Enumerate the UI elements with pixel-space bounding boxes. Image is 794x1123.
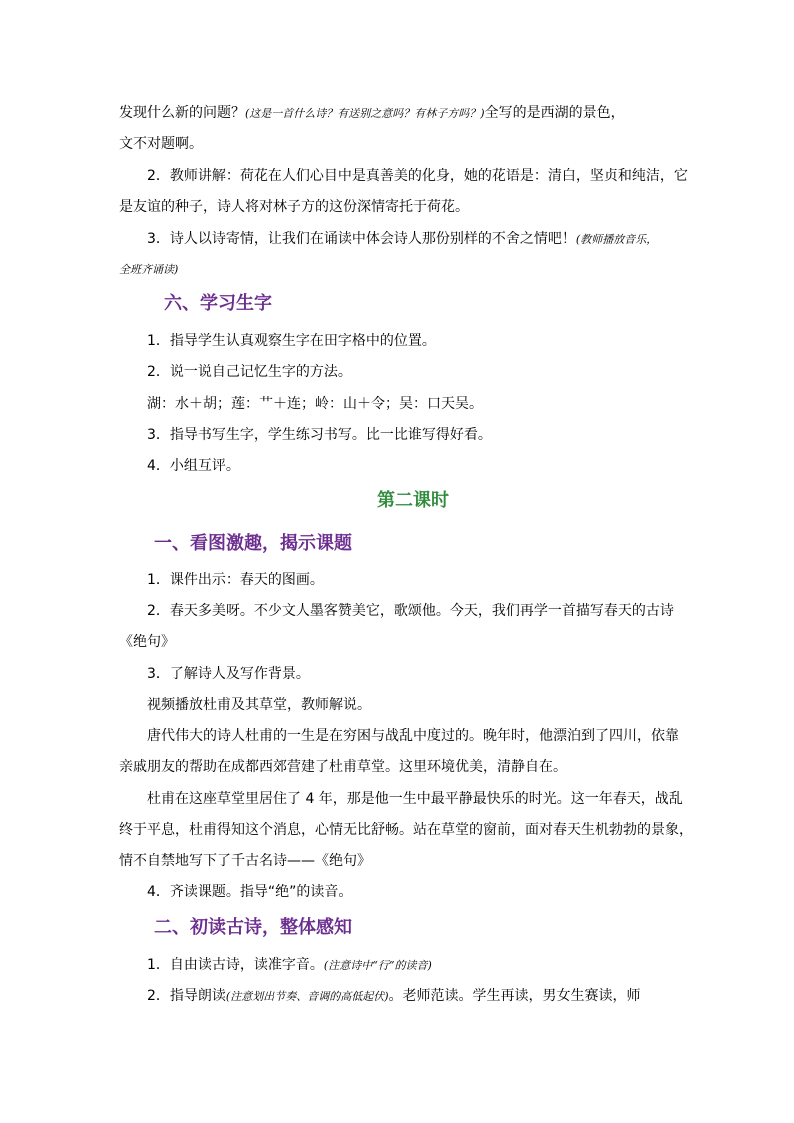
text-line xyxy=(119,103,625,124)
text-line: 2．说一说自己记忆生字的方法。 xyxy=(147,364,352,380)
text-line xyxy=(147,229,657,250)
text-run: 。老师范读。学生再读，男女生赛读，师 xyxy=(388,988,641,1004)
text-line: 是友谊的种子，诗人将对林子方的这份深情寄托于荷花。 xyxy=(119,199,469,215)
text-line: 文不对题啊。 xyxy=(119,136,203,152)
text-line: 2．教师讲解：荷花在人们心目中是真善美的化身，她的花语是：清白，坚贞和纯洁，它 xyxy=(147,168,688,184)
text-line: 2．春天多美呀。不少文人墨客赞美它，歌颂他。今天，我们再学一首描写春天的古诗 xyxy=(147,603,674,619)
text-line: 4．齐读课题。指导“绝”的读音。 xyxy=(147,884,353,900)
text-line: 唐代伟大的诗人杜甫的一生是在穷困与战乱中度过的。晚年时，他漂泊到了四川，依靠 xyxy=(147,728,679,744)
text-line: 1．指导学生认真观察生字在田字格中的位置。 xyxy=(147,333,436,349)
teacher-note: (教师播放音乐， xyxy=(575,233,658,246)
text-run: 2．指导朗读 xyxy=(147,988,226,1004)
text-line: 终于平息，杜甫得知这个消息，心情无比舒畅。站在草堂的窗前，面对春天生机勃勃的景象， xyxy=(119,822,693,838)
section-heading-learn-characters: 六、学习生字 xyxy=(164,293,272,314)
text-line: 《绝句》 xyxy=(119,634,175,650)
text-line xyxy=(147,955,432,976)
text-line: 4．小组互评。 xyxy=(147,458,240,474)
text-line: 视频播放杜甫及其草堂，教师解说。 xyxy=(147,697,371,713)
text-line: 杜甫在这座草堂里居住了 4 年，那是他一生中最平静最快乐的时光。这一年春天，战乱 xyxy=(147,791,683,807)
text-line: 3．了解诗人及写作背景。 xyxy=(147,666,310,682)
teacher-note: (注意诗中“行”的读音) xyxy=(323,959,432,972)
teacher-note: 全班齐诵读) xyxy=(119,263,179,276)
text-line: 3．指导书写生字，学生练习书写。比一比谁写得好看。 xyxy=(147,427,492,443)
section-heading-intro: 一、看图激趣，揭示课题 xyxy=(154,533,352,554)
section-heading-first-reading: 二、初读古诗，整体感知 xyxy=(154,917,352,938)
lesson-title: 第二课时 xyxy=(377,490,449,511)
teacher-note: (这是一首什么诗？有送别之意吗？有林子方吗？) xyxy=(245,107,485,120)
text-run: 1．自由读古诗，读准字音。 xyxy=(147,957,324,973)
text-run: 全写的是西湖的景色， xyxy=(484,105,625,121)
text-line: 1．课件出示：春天的图画。 xyxy=(147,572,324,588)
text-line: 亲戚朋友的帮助在成都西郊营建了杜甫草堂。这里环境优美，清静自在。 xyxy=(119,759,567,775)
text-line xyxy=(147,986,641,1007)
text-line: 湖：水＋胡；莲：艹＋连；岭：山＋令；吴：口天吴。 xyxy=(147,396,483,412)
text-line: 情不自禁地写下了千古名诗——《绝句》 xyxy=(119,853,371,869)
text-run: 3．诗人以诗寄情，让我们在诵读中体会诗人那份别样的不舍之情吧！ xyxy=(147,231,576,247)
teacher-note: (注意划出节奏、音调的高低起伏) xyxy=(225,990,389,1003)
text-run: 发现什么新的问题？ xyxy=(119,105,245,121)
